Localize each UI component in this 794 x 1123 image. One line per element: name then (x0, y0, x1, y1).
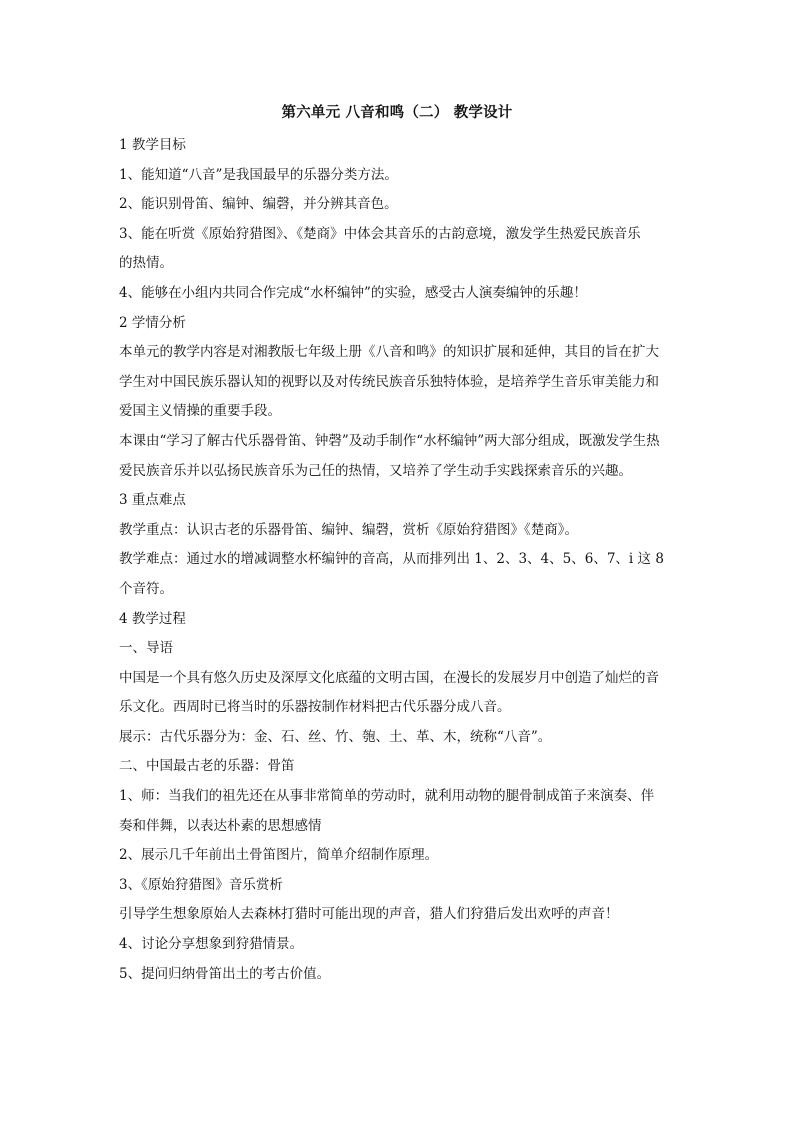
heading-key-points: 3 重点难点 (119, 492, 186, 509)
heading-learning-analysis: 2 学情分析 (119, 314, 186, 331)
intro-display: 展示：古代乐器分为：金、石、丝、竹、匏、土、革、木，统称“八音”。 (119, 728, 552, 745)
goal-item-3: 3、能在听赏《原始狩猎图》、《楚商》中体会其音乐的古韵意境，激发学生热爱民族音乐 (119, 225, 641, 242)
goal-item-2: 2、能识别骨笛、编钟、编磬，并分辨其音色。 (119, 196, 398, 213)
document-title: 第六单元 八音和鸣（二） 教学设计 (281, 104, 513, 121)
key-point: 教学重点：认识古老的乐器骨笛、编钟、编磬，赏析《原始狩猎图》《楚商》。 (119, 521, 578, 538)
analysis-para-2-line-1: 本课由“学习了解古代乐器骨笛、钟磬”及动手制作“水杯编钟”两大部分组成，既激发学生热 (119, 432, 660, 449)
document-body (119, 131, 679, 989)
goal-item-1: 1、能知道“八音”是我国最早的乐器分类方法。 (119, 166, 398, 183)
bone-flute-item-3: 3、《原始狩猎图》音乐赏析 (119, 876, 283, 893)
heading-teaching-process: 4 教学过程 (119, 610, 186, 627)
bone-flute-item-3-desc: 引导学生想象原始人去森林打猎时可能出现的声音，猎人们狩猎后发出欢呼的声音！ (119, 906, 619, 923)
intro-para-line-1: 中国是一个具有悠久历史及深厚文化底蕴的文明古国，在漫长的发展岁月中创造了灿烂的音 (119, 669, 659, 686)
heading-teaching-goals: 1 教学目标 (119, 137, 186, 153)
bone-flute-item-2: 2、展示几千年前出土骨笛图片，简单介绍制作原理。 (119, 847, 439, 864)
difficult-point-cont: 个音符。 (119, 580, 173, 597)
bone-flute-item-1-cont: 奏和伴舞，以表达朴素的思想感情 (119, 817, 322, 834)
analysis-para-1-line-3: 爱国主义情操的重要手段。 (119, 403, 281, 420)
analysis-para-2-line-2: 爱民族音乐并以弘扬民族音乐为己任的热情，又培养了学生动手实践探索音乐的兴趣。 (119, 462, 632, 479)
bone-flute-item-1: 1、师：当我们的祖先还在从事非常简单的劳动时，就利用动物的腿骨制成笛子来演奏、伴 (119, 788, 655, 805)
difficult-point: 教学难点：通过水的增减调整水杯编钟的音高，从而排列出 1、2、3、4、5、6、7、i 这 8 (119, 551, 664, 568)
goal-item-4: 4、能够在小组内共同合作完成“水杯编钟”的实验，感受古人演奏编钟的乐趣！ (119, 284, 587, 301)
analysis-para-1-line-1: 本单元的教学内容是对湘教版七年级上册《八音和鸣》的知识扩展和延伸，其目的旨在扩大 (119, 344, 659, 361)
intro-para-line-2: 乐文化。西周时已将当时的乐器按制作材料把古代乐器分成八音。 (119, 699, 511, 716)
bone-flute-item-5: 5、提问归纳骨笛出土的考古价值。 (119, 965, 331, 982)
analysis-para-1-line-2: 学生对中国民族乐器认知的视野以及对传统民族音乐独特体验，是培养学生音乐审美能力和 (119, 373, 659, 390)
section-bone-flute: 二、中国最古老的乐器：骨笛 (119, 758, 295, 775)
section-introduction: 一、导语 (119, 640, 173, 657)
goal-item-3-cont: 的热情。 (119, 255, 173, 272)
bone-flute-item-4: 4、讨论分享想象到狩猎情景。 (119, 936, 304, 953)
